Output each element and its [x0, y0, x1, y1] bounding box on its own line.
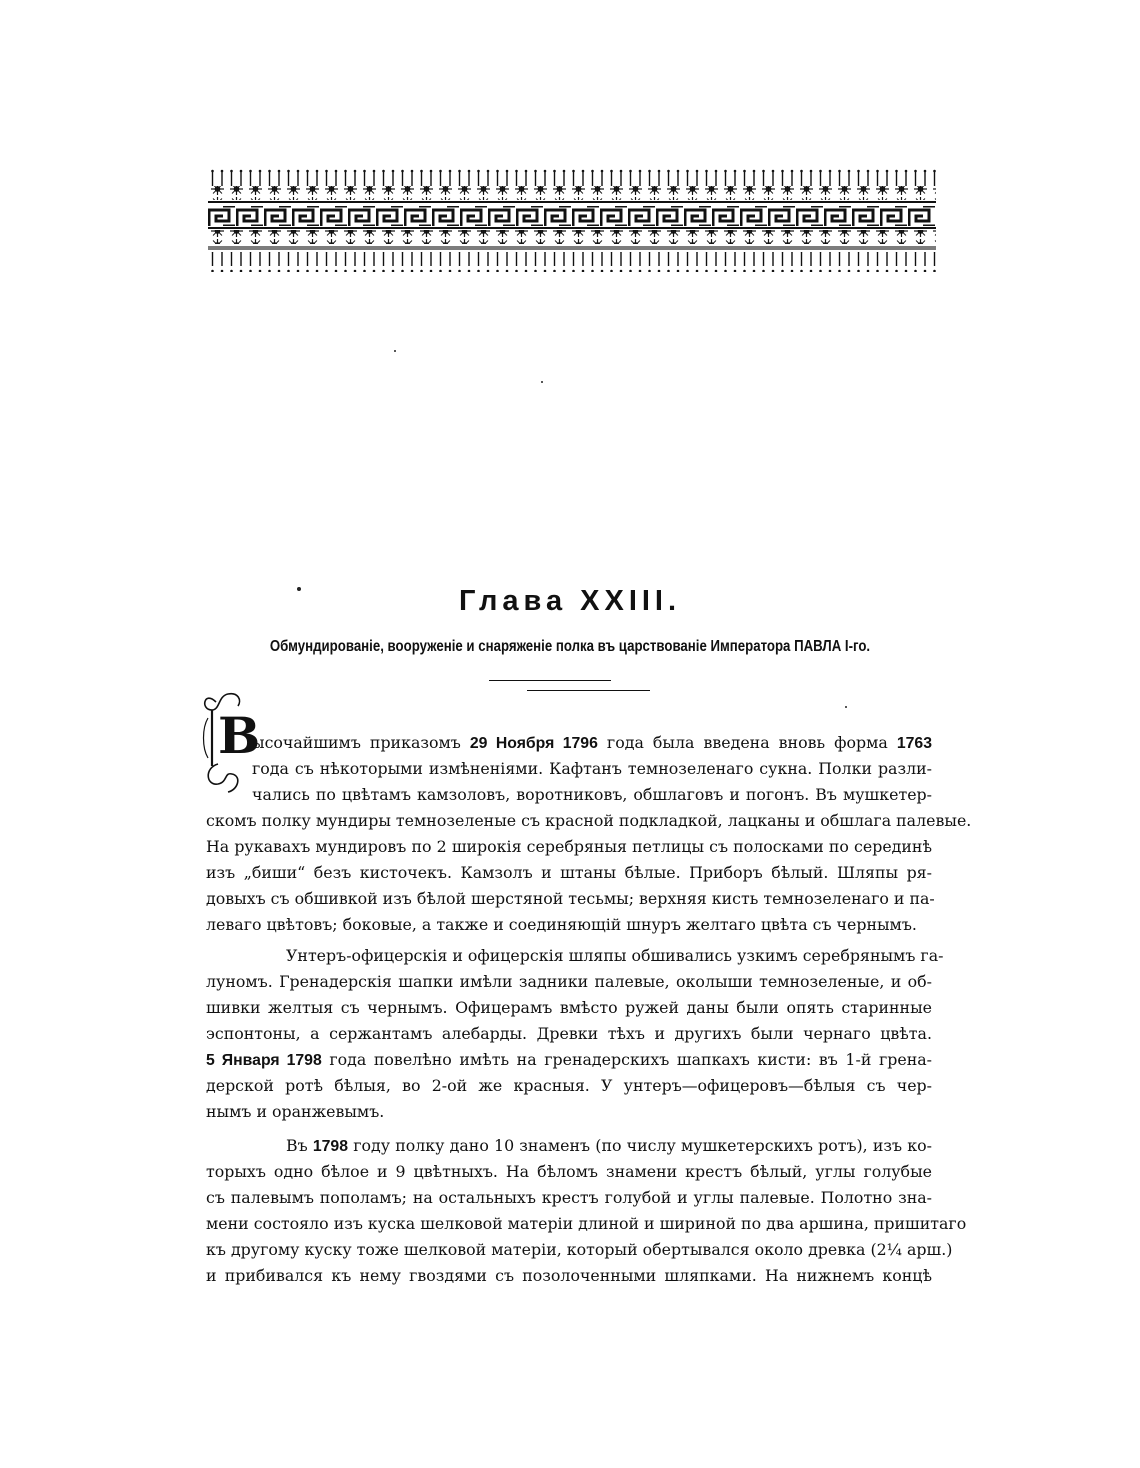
text-span: изъ „биши“ безъ кисточекъ. Камзолъ и штаны бѣлые. Приборъ бѣлый. Шляпы ря-: [206, 863, 932, 882]
bold-date: 1763: [896, 735, 933, 752]
text-span: года съ нѣкоторыми измѣненіями. Кафтанъ темнозеленаго сукна. Полки разли-: [252, 759, 932, 778]
bold-date: 5 Января 1798: [206, 1052, 322, 1069]
text-line: [206, 1240, 953, 1260]
text-span: нымъ и оранжевымъ.: [206, 1102, 385, 1121]
text-span: скомъ полку мундиры темнозеленые съ красной подкладкой, лацканы и обшлага палевые.: [206, 811, 972, 830]
text-span: леваго цвѣтовъ; боковые, а также и соединяющій шнуръ желтаго цвѣта съ чернымъ.: [206, 915, 917, 934]
divider-rule-top: [489, 680, 611, 681]
text-line: [206, 811, 972, 831]
text-line: [206, 1076, 932, 1096]
text-line: [206, 1188, 932, 1208]
bold-date: 1798: [312, 1138, 349, 1155]
text-span: мени состояло изъ куска шелковой матеріи длиной и шириной по два аршина, пришитаго: [206, 1214, 967, 1233]
text-line: [206, 1102, 932, 1122]
text-line: [206, 837, 932, 857]
chapter-subtitle: Обмундированіе, вооруженіе и снаряженіе полка въ царствованіе Императора ПАВЛА І-го.: [269, 638, 871, 655]
text-line: [206, 889, 935, 909]
text-line: [252, 733, 932, 754]
bold-date: 29 Ноября 1796: [469, 735, 598, 752]
text-line: [206, 998, 932, 1018]
text-span: дерской ротѣ бѣлыя, во 2-ой же красныя. У унтеръ—офицеровъ—бѣлыя съ чер-: [206, 1076, 932, 1095]
initial-letter: В: [218, 706, 261, 765]
text-span: года повелѣно имѣть на гренадерскихъ шапкахъ кисти: въ 1-й грена-: [321, 1050, 932, 1069]
text-span: ысочайшимъ приказомъ: [252, 733, 470, 752]
text-span: Унтеръ-офицерскія и офицерскія шляпы обшивались узкимъ серебрянымъ га-: [286, 946, 944, 965]
text-span: шивки желтыя съ чернымъ. Офицерамъ вмѣсто ружей даны были опять старинные: [206, 998, 932, 1017]
text-line: [286, 1136, 932, 1157]
text-line: [206, 1050, 932, 1071]
text-line: [206, 1024, 932, 1044]
chapter-title: Глава XXIII.: [458, 585, 682, 617]
text-span: довыхъ съ обшивкой изъ бѣлой шерстяной тесьмы; верхняя кисть темнозеленаго и па-: [206, 889, 935, 908]
text-span: чались по цвѣтамъ камзоловъ, воротниковъ, обшлаговъ и погонъ. Въ мушкетер-: [252, 785, 932, 804]
text-span: луномъ. Гренадерскія шапки имѣли задники палевые, околыши темнозеленые, и об-: [206, 972, 932, 991]
text-span: году полку дано 10 знаменъ (по числу мушкетерскихъ ротъ), изъ ко-: [348, 1136, 933, 1155]
text-line: [206, 1266, 932, 1286]
text-span: года была введена вновь форма: [597, 733, 897, 752]
divider-rule-bottom: [527, 690, 650, 691]
text-span: эспонтоны, а сержантамъ алебарды. Древки тѣхъ и другихъ были чернаго цвѣта.: [206, 1024, 932, 1043]
text-span: торыхъ одно бѣлое и 9 цвѣтныхъ. На бѣломъ знамени крестъ бѣлый, углы голубые: [206, 1162, 932, 1181]
text-span: къ другому куску тоже шелковой матеріи, который обертывался около древка (2¼ арш.): [206, 1240, 953, 1259]
text-line: [206, 1214, 967, 1234]
text-line: [286, 946, 944, 966]
text-span: Въ: [286, 1136, 313, 1155]
text-span: и прибивался къ нему гвоздями съ позолоченными шляпками. На нижнемъ концѣ: [206, 1266, 932, 1285]
text-line: [252, 759, 932, 779]
text-line: [252, 785, 932, 805]
text-line: [206, 915, 932, 935]
ornamental-header-border: [208, 168, 936, 272]
text-span: съ палевымъ пополамъ; на остальныхъ крестъ голубой и углы палевые. Полотно зна-: [206, 1188, 932, 1207]
text-line: [206, 972, 932, 992]
text-span: На рукавахъ мундировъ по 2 широкія серебряныя петлицы съ полосками по серединѣ: [206, 837, 932, 856]
text-line: [206, 863, 932, 883]
decorative-initial: [198, 688, 261, 794]
text-line: [206, 1162, 932, 1182]
